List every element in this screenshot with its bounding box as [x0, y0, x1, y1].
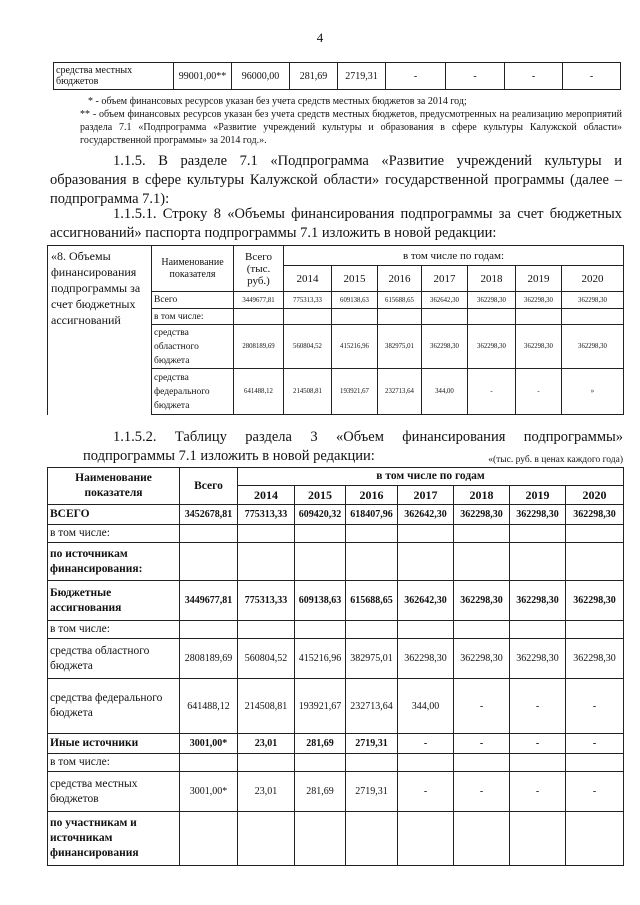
cell-value: 775313,33	[284, 292, 332, 309]
cell-total: 3449677,81	[234, 292, 284, 309]
cell-value: 362642,30	[422, 292, 468, 309]
cell-value: 281,69	[295, 734, 346, 754]
cell-value: 23,01	[238, 734, 295, 754]
cell-value: 609138,63	[332, 292, 378, 309]
year-header: 2016	[378, 266, 422, 292]
cell-total: 2808189,69	[180, 639, 238, 679]
paragraph-1-1-5: 1.1.5. В разделе 7.1 «Подпрограмма «Развитие учреждений культуры и образования в сфере культуры Калужской области» государственной программы (далее – подпрограмма 7.1):	[50, 153, 622, 207]
table-header-row	[48, 468, 624, 486]
table-row	[54, 63, 621, 90]
cell-value: 193921,67	[295, 679, 346, 734]
cell-value: -	[398, 734, 454, 754]
cell-value: -	[566, 772, 624, 812]
row-label: в том числе:	[48, 621, 180, 639]
column-header-name: Наименование показателя	[48, 468, 180, 505]
cell-value: 362298,30	[510, 639, 566, 679]
cell-value: 362298,30	[516, 325, 562, 369]
cell-value: 214508,81	[238, 679, 295, 734]
row-label: средства местных бюджетов	[54, 63, 174, 90]
year-header: 2015	[332, 266, 378, 292]
cell-value: 615688,65	[346, 581, 398, 621]
row-label: Бюджетные ассигнования	[48, 581, 180, 621]
row-label: в том числе:	[48, 754, 180, 772]
column-header-total: Всего	[180, 468, 238, 505]
column-header-years-group: в том числе по годам:	[284, 246, 624, 266]
cell-value: 362298,30	[468, 325, 516, 369]
cell-value: 362298,30	[516, 292, 562, 309]
cell-value: 2719,31	[346, 772, 398, 812]
cell-value: 382975,01	[378, 325, 422, 369]
year-header: 2017	[422, 266, 468, 292]
cell-value: 362298,30	[562, 325, 624, 369]
cell-value: 344,00	[422, 369, 468, 415]
cell-value: -	[516, 369, 562, 415]
cell-total: 641488,12	[234, 369, 284, 415]
cell-value: 415216,96	[332, 325, 378, 369]
table-row	[48, 639, 624, 679]
cell-value: 362642,30	[398, 581, 454, 621]
cell-value: 96000,00	[232, 63, 290, 90]
row-label: Всего	[152, 292, 234, 309]
year-header: 2020	[562, 266, 624, 292]
cell-value: 281,69	[295, 772, 346, 812]
cell-total: 3001,00*	[180, 772, 238, 812]
cell-value: 2719,31	[346, 734, 398, 754]
cell-value: -	[468, 369, 516, 415]
unit-note: «(тыс. руб. в ценах каждого года)	[488, 455, 623, 465]
cell-value: 362298,30	[454, 581, 510, 621]
cell-value: -	[454, 772, 510, 812]
cell-value: -	[566, 679, 624, 734]
table-row	[48, 754, 624, 772]
cell-value: -	[454, 679, 510, 734]
cell-value: 281,69	[290, 63, 338, 90]
cell-value: 775313,33	[238, 581, 295, 621]
passport-row-label: «8. Объемы финансирования подпрограммы за счет бюджетных ассигнований	[48, 246, 152, 415]
cell-value: 344,00	[398, 679, 454, 734]
cell-value: 362298,30	[566, 639, 624, 679]
cell-value: 362298,30	[454, 505, 510, 525]
cell-value: 609138,63	[295, 581, 346, 621]
footnote-2: ** - объем финансовых ресурсов указан без учета средств местных бюджетов, предусмотренных на реализацию мероприятий раздела 7.1 «Подпрограмма «Развитие учреждений культуры и образования в сфере культуры Калужской области» государственной программы» за 2014 год.».	[80, 109, 622, 146]
footnote-1: * - объем финансовых ресурсов указан без учета средств местных бюджетов за 2014 год;	[88, 96, 467, 107]
cell-value: -	[398, 772, 454, 812]
table-row	[48, 581, 624, 621]
cell-value: 775313,33	[238, 505, 295, 525]
cell-value: 2719,31	[338, 63, 386, 90]
row-label: средства областного бюджета	[152, 325, 234, 369]
cell-value: 362298,30	[398, 639, 454, 679]
cell-value: 99001,00**	[174, 63, 232, 90]
cell-value: -	[446, 63, 505, 90]
column-header-total: Всего (тыс. руб.)	[234, 246, 284, 292]
cell-value: 560804,52	[238, 639, 295, 679]
cell-value: 23,01	[238, 772, 295, 812]
row-label: по источникам финансирования:	[48, 543, 180, 581]
cell-value: -	[505, 63, 563, 90]
year-header: 2018	[468, 266, 516, 292]
cell-total: 3001,00*	[180, 734, 238, 754]
cell-value: 232713,64	[346, 679, 398, 734]
column-header-name: Наименование показателя	[152, 246, 234, 292]
year-header: 2016	[346, 486, 398, 505]
cell-total: 2808189,69	[234, 325, 284, 369]
cell-value: 362642,30	[398, 505, 454, 525]
column-header-years-group: в том числе по годам	[238, 468, 624, 486]
cell-value: 362298,30	[510, 581, 566, 621]
row-label: в том числе:	[48, 525, 180, 543]
cell-value: 362298,30	[562, 292, 624, 309]
cell-value: 618407,96	[346, 505, 398, 525]
cell-value: -	[510, 734, 566, 754]
paragraph-1-1-5-1: 1.1.5.1. Строку 8 «Объемы финансирования подпрограммы за счет бюджетных ассигнований» паспорта подпрограммы 7.1 изложить в новой редакции:	[50, 206, 622, 241]
table-row	[48, 621, 624, 639]
row-label: средства федерального бюджета	[48, 679, 180, 734]
cell-value: -	[510, 679, 566, 734]
table-row	[48, 525, 624, 543]
row-label: ВСЕГО	[48, 505, 180, 525]
paragraph-1-1-5-2: 1.1.5.2. Таблицу раздела 3 «Объем финансирования подпрограммы» подпрограммы 7.1 изложить в новой редакции:	[83, 429, 623, 464]
cell-value: 609420,32	[295, 505, 346, 525]
year-header: 2020	[566, 486, 624, 505]
year-header: 2017	[398, 486, 454, 505]
cell-total: 641488,12	[180, 679, 238, 734]
year-header: 2019	[510, 486, 566, 505]
year-header: 2014	[284, 266, 332, 292]
year-header: 2019	[516, 266, 562, 292]
continuation-table	[53, 62, 621, 90]
subprogram-funding-table	[47, 467, 624, 866]
table-row	[48, 679, 624, 734]
table-row	[48, 812, 624, 866]
cell-value: 362298,30	[510, 505, 566, 525]
cell-value: 362298,30	[566, 581, 624, 621]
cell-total: 3449677,81	[180, 581, 238, 621]
table-row	[48, 772, 624, 812]
cell-value: 415216,96	[295, 639, 346, 679]
table-row	[48, 734, 624, 754]
cell-value: 362298,30	[422, 325, 468, 369]
cell-value: 193921,67	[332, 369, 378, 415]
row-label: средства местных бюджетов	[48, 772, 180, 812]
cell-value: 382975,01	[346, 639, 398, 679]
cell-value: 214508,81	[284, 369, 332, 415]
cell-value: 560804,52	[284, 325, 332, 369]
cell-value: -	[386, 63, 446, 90]
page-number: 4	[316, 30, 324, 45]
table-row	[48, 543, 624, 581]
cell-value: -	[454, 734, 510, 754]
cell-value: -	[566, 734, 624, 754]
year-header: 2015	[295, 486, 346, 505]
table-header-row	[48, 246, 624, 266]
cell-value: »	[562, 369, 624, 415]
year-header: 2018	[454, 486, 510, 505]
table-row	[48, 505, 624, 525]
cell-value: -	[510, 772, 566, 812]
cell-value: 362298,30	[454, 639, 510, 679]
cell-value: 232713,64	[378, 369, 422, 415]
cell-value: -	[563, 63, 621, 90]
passport-funding-table	[47, 245, 624, 415]
cell-value: 362298,30	[566, 505, 624, 525]
cell-value: 362298,30	[468, 292, 516, 309]
row-label: средства федерального бюджета	[152, 369, 234, 415]
row-label: Иные источники	[48, 734, 180, 754]
year-header: 2014	[238, 486, 295, 505]
cell-value: 615688,65	[378, 292, 422, 309]
cell-total: 3452678,81	[180, 505, 238, 525]
row-label: в том числе:	[152, 309, 234, 325]
row-label: по участникам и источникам финансирования	[48, 812, 180, 866]
row-label: средства областного бюджета	[48, 639, 180, 679]
